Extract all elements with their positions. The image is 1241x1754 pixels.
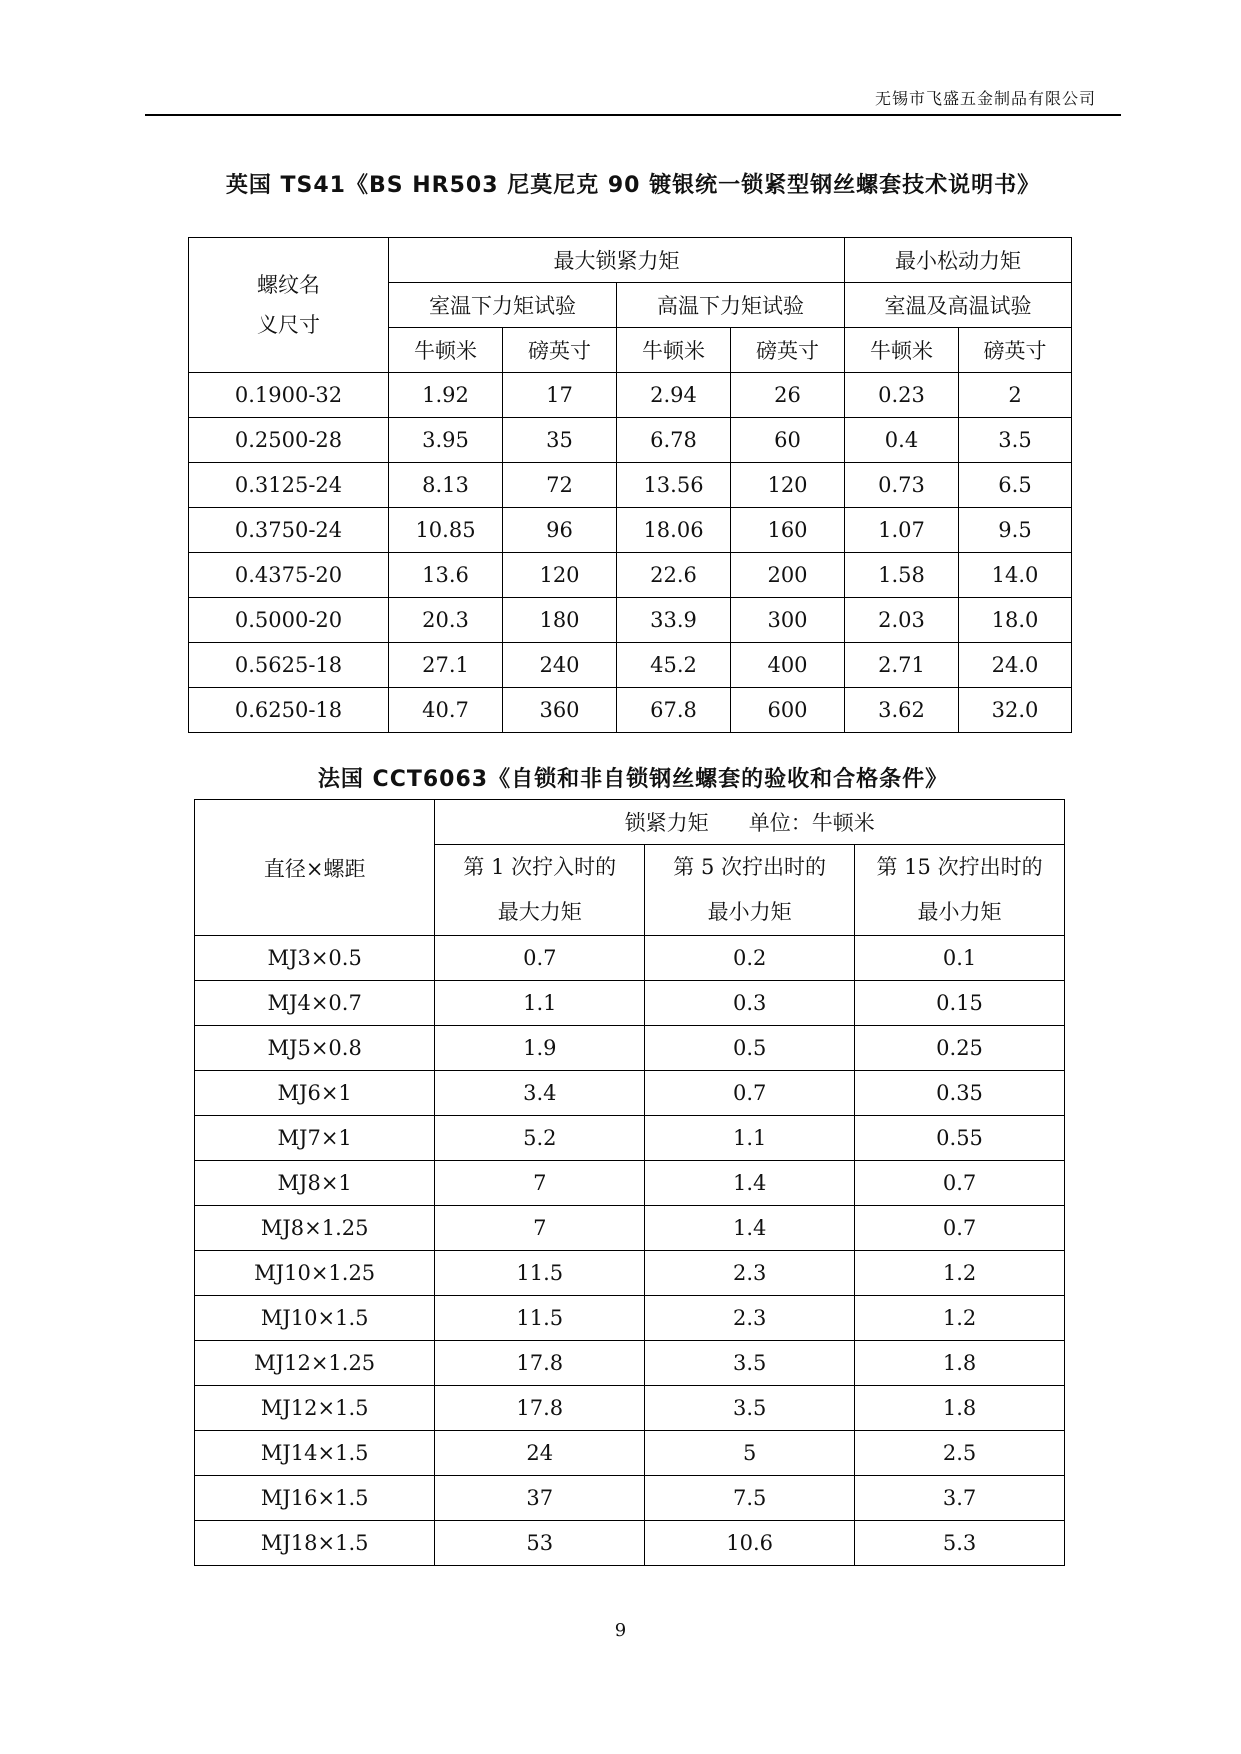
value-cell: 120: [503, 553, 617, 598]
value-cell: 2.5: [855, 1431, 1065, 1476]
value-cell: 7: [435, 1206, 645, 1251]
value-cell: 3.7: [855, 1476, 1065, 1521]
value-cell: 1.8: [855, 1341, 1065, 1386]
row-label-cell: MJ8×1.25: [195, 1206, 435, 1251]
value-cell: 1.8: [855, 1386, 1065, 1431]
room-high-temp-test-header: 室温及高温试验: [845, 283, 1072, 328]
value-cell: 3.62: [845, 688, 959, 733]
row-label-cell: MJ4×0.7: [195, 981, 435, 1026]
table-row: [189, 688, 1072, 733]
value-cell: 3.4: [435, 1071, 645, 1116]
value-cell: 240: [503, 643, 617, 688]
value-cell: 1.58: [845, 553, 959, 598]
page-number: 9: [614, 1620, 627, 1641]
row-label-cell: MJ5×0.8: [195, 1026, 435, 1071]
value-cell: 360: [503, 688, 617, 733]
unit-newton-meter: 牛顿米: [617, 328, 731, 373]
value-cell: 6.5: [959, 463, 1072, 508]
value-cell: 1.07: [845, 508, 959, 553]
value-cell: 0.1: [855, 936, 1065, 981]
value-cell: 2.03: [845, 598, 959, 643]
row-label-cell: 0.3125-24: [189, 463, 389, 508]
value-cell: 0.7: [435, 936, 645, 981]
value-cell: 0.7: [855, 1206, 1065, 1251]
value-cell: 1.2: [855, 1251, 1065, 1296]
row-label-cell: 0.1900-32: [189, 373, 389, 418]
value-cell: 60: [731, 418, 845, 463]
table-row: [195, 1521, 1065, 1566]
thread-size-header-line1: 螺纹名: [257, 273, 320, 297]
table-row: [195, 1431, 1065, 1476]
diameter-pitch-header: 直径×螺距: [195, 800, 435, 936]
value-cell: 3.5: [645, 1341, 855, 1386]
row-label-cell: MJ6×1: [195, 1071, 435, 1116]
row-label-cell: 0.3750-24: [189, 508, 389, 553]
value-cell: 2.71: [845, 643, 959, 688]
table-row: [195, 1071, 1065, 1116]
table-row: [195, 1296, 1065, 1341]
value-cell: 600: [731, 688, 845, 733]
torque-table-france: [194, 799, 1065, 1566]
value-cell: 18.0: [959, 598, 1072, 643]
value-cell: 11.5: [435, 1296, 645, 1341]
row-label-cell: MJ10×1.5: [195, 1296, 435, 1341]
value-cell: 6.78: [617, 418, 731, 463]
room-temp-test-header: 室温下力矩试验: [389, 283, 617, 328]
value-cell: 0.73: [845, 463, 959, 508]
value-cell: 26: [731, 373, 845, 418]
value-cell: 37: [435, 1476, 645, 1521]
table-row: [189, 553, 1072, 598]
value-cell: 2.3: [645, 1296, 855, 1341]
value-cell: 0.7: [855, 1161, 1065, 1206]
company-name: 无锡市飞盛五金制品有限公司: [874, 89, 1096, 108]
value-cell: 22.6: [617, 553, 731, 598]
header-line: 最小力矩: [707, 900, 792, 924]
row-label-cell: 0.4375-20: [189, 553, 389, 598]
row-label-cell: MJ16×1.5: [195, 1476, 435, 1521]
table-row: [195, 1386, 1065, 1431]
value-cell: 5: [645, 1431, 855, 1476]
value-cell: 17: [503, 373, 617, 418]
row-label-cell: MJ7×1: [195, 1116, 435, 1161]
table-row: [189, 643, 1072, 688]
value-cell: 1.4: [645, 1206, 855, 1251]
value-cell: 0.55: [855, 1116, 1065, 1161]
value-cell: 0.5: [645, 1026, 855, 1071]
value-cell: 53: [435, 1521, 645, 1566]
unit-newton-meter: 牛顿米: [845, 328, 959, 373]
unit-newton-meter: 牛顿米: [389, 328, 503, 373]
value-cell: 10.6: [645, 1521, 855, 1566]
value-cell: 24: [435, 1431, 645, 1476]
max-lock-torque-header: 最大锁紧力矩: [389, 238, 845, 283]
value-cell: 400: [731, 643, 845, 688]
value-cell: 11.5: [435, 1251, 645, 1296]
fifteenth-removal-min-torque-header: [855, 845, 1065, 936]
value-cell: 1.4: [645, 1161, 855, 1206]
table-row: [189, 418, 1072, 463]
lock-torque-unit-header: 锁紧力矩 单位：牛顿米: [435, 800, 1065, 845]
value-cell: 2: [959, 373, 1072, 418]
row-label-cell: 0.5000-20: [189, 598, 389, 643]
header-line: 第 15 次拧出时的: [876, 855, 1043, 879]
value-cell: 1.1: [645, 1116, 855, 1161]
fifth-removal-min-torque-header: [645, 845, 855, 936]
table2-title: 法国 CCT6063《自锁和非自锁钢丝螺套的验收和合格条件》: [317, 767, 949, 792]
header-line: 最大力矩: [497, 900, 582, 924]
value-cell: 20.3: [389, 598, 503, 643]
value-cell: 300: [731, 598, 845, 643]
value-cell: 35: [503, 418, 617, 463]
table-row: [195, 1116, 1065, 1161]
thread-size-header: [189, 238, 389, 373]
value-cell: 3.95: [389, 418, 503, 463]
row-label-cell: MJ18×1.5: [195, 1521, 435, 1566]
row-label-cell: MJ3×0.5: [195, 936, 435, 981]
value-cell: 13.56: [617, 463, 731, 508]
value-cell: 72: [503, 463, 617, 508]
table-row: [189, 463, 1072, 508]
value-cell: 96: [503, 508, 617, 553]
value-cell: 67.8: [617, 688, 731, 733]
thread-size-header-line2: 义尺寸: [257, 313, 320, 337]
row-label-cell: MJ14×1.5: [195, 1431, 435, 1476]
value-cell: 18.06: [617, 508, 731, 553]
value-cell: 5.3: [855, 1521, 1065, 1566]
value-cell: 24.0: [959, 643, 1072, 688]
unit-pound-inch: 磅英寸: [959, 328, 1072, 373]
value-cell: 17.8: [435, 1386, 645, 1431]
value-cell: 1.9: [435, 1026, 645, 1071]
header-line: 最小力矩: [917, 900, 1002, 924]
row-label-cell: MJ8×1: [195, 1161, 435, 1206]
value-cell: 33.9: [617, 598, 731, 643]
value-cell: 8.13: [389, 463, 503, 508]
value-cell: 0.35: [855, 1071, 1065, 1116]
table-row: [195, 1251, 1065, 1296]
value-cell: 0.15: [855, 981, 1065, 1026]
row-label-cell: 0.5625-18: [189, 643, 389, 688]
value-cell: 0.2: [645, 936, 855, 981]
value-cell: 13.6: [389, 553, 503, 598]
unit-pound-inch: 磅英寸: [503, 328, 617, 373]
value-cell: 200: [731, 553, 845, 598]
value-cell: 1.1: [435, 981, 645, 1026]
value-cell: 7: [435, 1161, 645, 1206]
value-cell: 1.2: [855, 1296, 1065, 1341]
unit-pound-inch: 磅英寸: [731, 328, 845, 373]
value-cell: 40.7: [389, 688, 503, 733]
header-line: 第 1 次拧入时的: [463, 855, 617, 879]
value-cell: 2.94: [617, 373, 731, 418]
value-cell: 10.85: [389, 508, 503, 553]
row-label-cell: MJ12×1.25: [195, 1341, 435, 1386]
value-cell: 120: [731, 463, 845, 508]
value-cell: 180: [503, 598, 617, 643]
value-cell: 0.3: [645, 981, 855, 1026]
row-label-cell: 0.6250-18: [189, 688, 389, 733]
table-row: [195, 936, 1065, 981]
row-label-cell: MJ12×1.5: [195, 1386, 435, 1431]
value-cell: 3.5: [645, 1386, 855, 1431]
value-cell: 0.25: [855, 1026, 1065, 1071]
row-label-cell: 0.2500-28: [189, 418, 389, 463]
value-cell: 3.5: [959, 418, 1072, 463]
value-cell: 2.3: [645, 1251, 855, 1296]
value-cell: 0.4: [845, 418, 959, 463]
table-row: [189, 508, 1072, 553]
value-cell: 32.0: [959, 688, 1072, 733]
header-rule: [145, 114, 1121, 116]
header-line: 第 5 次拧出时的: [673, 855, 827, 879]
table-row: [195, 1341, 1065, 1386]
table-row: [195, 1161, 1065, 1206]
table-row: [195, 1206, 1065, 1251]
value-cell: 27.1: [389, 643, 503, 688]
table-row: [195, 1476, 1065, 1521]
value-cell: 7.5: [645, 1476, 855, 1521]
value-cell: 0.7: [645, 1071, 855, 1116]
min-release-torque-header: 最小松动力矩: [845, 238, 1072, 283]
table-row: [189, 598, 1072, 643]
table1-title: 英国 TS41《BS HR503 尼莫尼克 90 镀银统一锁紧型钢丝螺套技术说明书》: [225, 173, 1041, 198]
value-cell: 5.2: [435, 1116, 645, 1161]
value-cell: 14.0: [959, 553, 1072, 598]
value-cell: 160: [731, 508, 845, 553]
torque-table-uk: [188, 237, 1072, 733]
value-cell: 1.92: [389, 373, 503, 418]
value-cell: 45.2: [617, 643, 731, 688]
first-install-max-torque-header: [435, 845, 645, 936]
table-row: [195, 981, 1065, 1026]
high-temp-test-header: 高温下力矩试验: [617, 283, 845, 328]
table-row: [189, 373, 1072, 418]
value-cell: 17.8: [435, 1341, 645, 1386]
value-cell: 0.23: [845, 373, 959, 418]
row-label-cell: MJ10×1.25: [195, 1251, 435, 1296]
table-row: [195, 1026, 1065, 1071]
value-cell: 9.5: [959, 508, 1072, 553]
